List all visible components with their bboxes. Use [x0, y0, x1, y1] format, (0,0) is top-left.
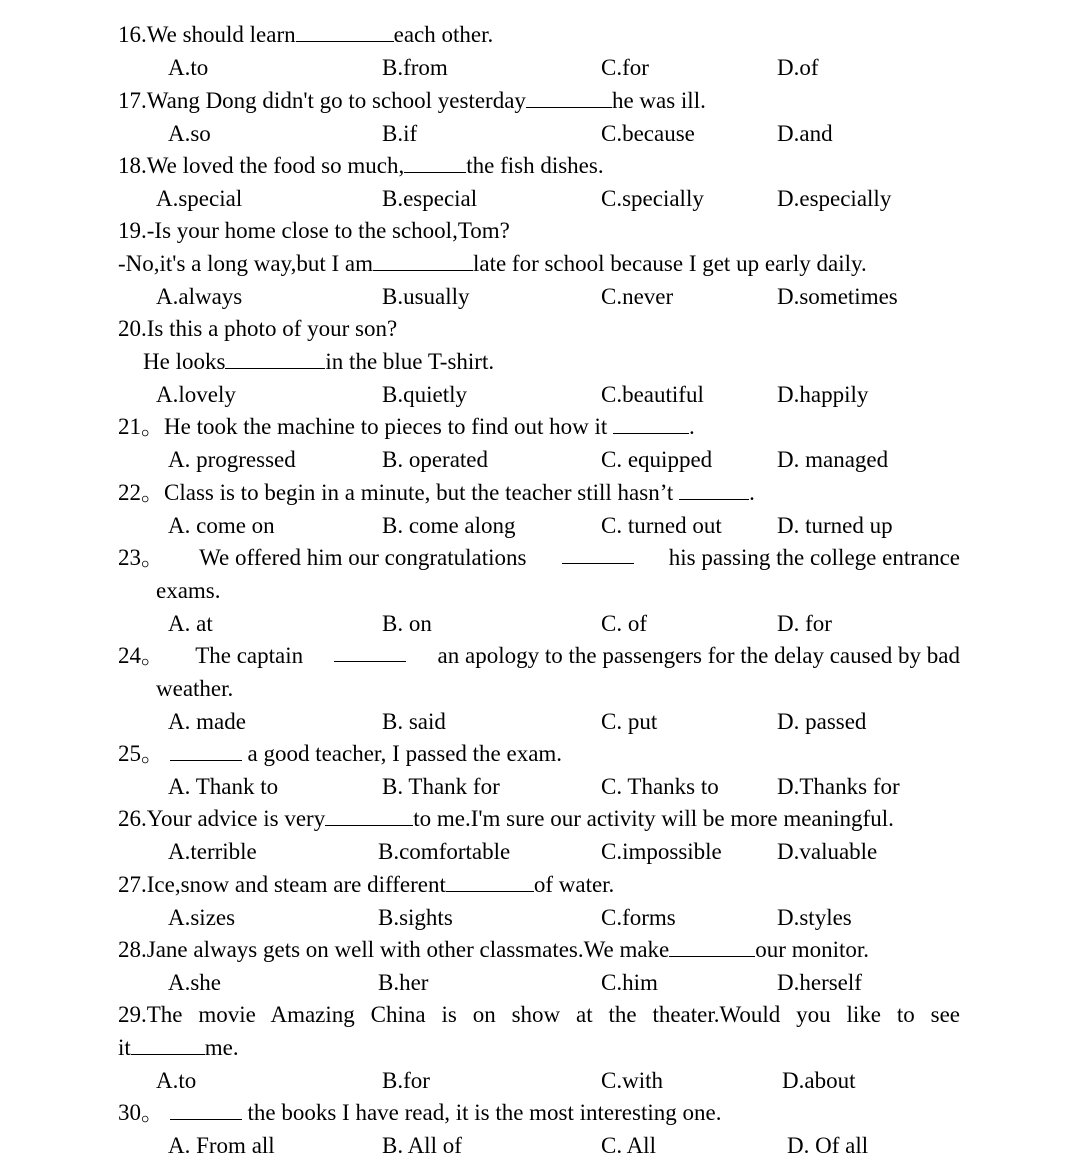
question-28 — [118, 935, 869, 965]
option-d[interactable]: D. Of all — [787, 1133, 869, 1158]
option-d[interactable]: D.of — [777, 55, 819, 80]
question-17 — [118, 86, 706, 116]
option-a[interactable]: A.so — [168, 121, 211, 146]
option-d[interactable]: D.about — [782, 1068, 856, 1093]
answer-blank — [225, 348, 325, 369]
question-25 — [118, 739, 562, 769]
question-21 — [118, 412, 695, 442]
question-number: 21。 — [118, 414, 164, 439]
option-b[interactable]: B.sights — [378, 905, 453, 930]
question-30 — [118, 1098, 721, 1128]
option-a[interactable]: A.lovely — [156, 382, 236, 407]
option-a[interactable]: A. made — [168, 709, 246, 734]
option-c[interactable]: C. put — [601, 709, 658, 734]
option-c[interactable]: C.beautiful — [601, 382, 704, 407]
question-number: 24。 — [118, 643, 164, 668]
option-d[interactable]: D.Thanks for — [777, 774, 900, 799]
option-b[interactable]: B.for — [382, 1068, 430, 1093]
line2-text: it — [118, 1035, 131, 1060]
answer-blank — [446, 871, 534, 892]
question-number: 18. — [118, 153, 147, 178]
option-b[interactable]: B. said — [382, 709, 446, 734]
question-stem: The movie Amazing China is on show at the theater.Would you like to see — [146, 1002, 960, 1027]
question-number: 16. — [118, 22, 147, 47]
option-c[interactable]: C.with — [601, 1068, 663, 1093]
answer-blank — [613, 413, 689, 434]
option-a[interactable]: A.special — [156, 186, 243, 211]
option-d[interactable]: D.especially — [777, 186, 892, 211]
answer-blank — [296, 21, 394, 42]
option-b[interactable]: B.from — [382, 55, 448, 80]
question-23 — [118, 543, 960, 573]
question-stem: He took the machine to pieces to find out how it — [164, 414, 608, 439]
option-a[interactable]: A. From all — [168, 1133, 275, 1158]
question-stem: Jane always gets on well with other classmates.We make — [146, 937, 670, 962]
answer-blank — [669, 936, 755, 957]
question-stem: Class is to begin in a minute, but the teacher still hasn’t — [164, 480, 674, 505]
option-b[interactable]: B.if — [382, 121, 418, 146]
question-stem: -Is your home close to the school,Tom? — [146, 218, 510, 243]
option-b[interactable]: B. All of — [382, 1133, 462, 1158]
option-a[interactable]: A.to — [168, 55, 209, 80]
option-c[interactable]: C.never — [601, 284, 674, 309]
question-number: 20. — [118, 316, 147, 341]
option-a[interactable]: A. progressed — [168, 447, 296, 472]
option-b[interactable]: B.usually — [382, 284, 470, 309]
question-26 — [118, 804, 894, 834]
question-stem: The captain — [195, 643, 304, 668]
question-number: 22。 — [118, 480, 164, 505]
answer-blank — [679, 479, 749, 500]
question-stem: Wang Dong didn't go to school yesterday — [146, 88, 526, 113]
question-24 — [118, 641, 960, 671]
question-27 — [118, 870, 614, 900]
question-18 — [118, 151, 604, 181]
option-b[interactable]: B.comfortable — [378, 839, 511, 864]
answer-blank — [131, 1034, 205, 1055]
line2-text-end: me. — [204, 1035, 239, 1060]
option-a[interactable]: A. at — [168, 611, 213, 636]
option-a[interactable]: A.always — [156, 284, 243, 309]
question-19 — [118, 216, 510, 246]
reply-text: -No,it's a long way,but I am — [118, 251, 373, 276]
question-stem: We loved the food so much, — [146, 153, 405, 178]
option-d[interactable]: D. passed — [777, 709, 867, 734]
option-d[interactable]: D. for — [777, 611, 832, 636]
question-stem: We should learn — [146, 22, 296, 47]
option-a[interactable]: A.terrible — [168, 839, 257, 864]
question-stem-end: an apology to the passengers for the delay caused by bad — [437, 643, 960, 668]
question-number: 30。 — [118, 1100, 164, 1125]
line2-text-end: in the blue T-shirt. — [325, 349, 495, 374]
answer-blank — [170, 1099, 242, 1120]
question-stem-end: each other. — [393, 22, 494, 47]
option-b[interactable]: B.quietly — [382, 382, 467, 407]
question-stem: a good teacher, I passed the exam. — [247, 741, 563, 766]
option-c[interactable]: C. of — [601, 611, 647, 636]
option-b[interactable]: B. come along — [382, 513, 516, 538]
option-c[interactable]: C. equipped — [601, 447, 713, 472]
answer-blank — [526, 87, 612, 108]
option-d[interactable]: D.sometimes — [777, 284, 898, 309]
option-d[interactable]: D.styles — [777, 905, 852, 930]
question-stem-end: . — [689, 414, 695, 439]
option-d[interactable]: D. managed — [777, 447, 889, 472]
question-29-line2 — [118, 1033, 239, 1063]
question-20 — [118, 314, 397, 344]
option-c[interactable]: C.forms — [601, 905, 676, 930]
option-b[interactable]: B. Thank for — [382, 774, 500, 799]
question-stem-end: his passing the college entrance — [668, 545, 960, 570]
option-c[interactable]: C.specially — [601, 186, 704, 211]
option-a[interactable]: A.she — [168, 970, 222, 995]
question-22 — [118, 478, 755, 508]
option-b[interactable]: B.her — [378, 970, 429, 995]
reply-text-end: late for school because I get up early daily. — [472, 251, 867, 276]
question-number: 29. — [118, 1002, 147, 1027]
option-c[interactable]: C. Thanks to — [601, 774, 719, 799]
answer-blank — [325, 805, 413, 826]
option-c[interactable]: C.because — [601, 121, 695, 146]
option-b[interactable]: B. operated — [382, 447, 489, 472]
question-number: 25。 — [118, 741, 164, 766]
question-number: 19. — [118, 218, 147, 243]
question-number: 26. — [118, 806, 147, 831]
question-29 — [118, 1000, 960, 1030]
question-23-cont: exams. — [156, 578, 221, 603]
option-d[interactable]: D.herself — [777, 970, 862, 995]
answer-blank — [404, 152, 466, 173]
answer-blank — [334, 641, 406, 662]
question-stem: the books I have read, it is the most interesting one. — [247, 1100, 722, 1125]
question-stem-end: he was ill. — [611, 88, 706, 113]
question-stem-end: . — [749, 480, 755, 505]
question-stem-end: of water. — [533, 872, 615, 897]
question-20-line2 — [143, 347, 494, 377]
option-d[interactable]: D.valuable — [777, 839, 878, 864]
option-c[interactable]: C. turned out — [601, 513, 722, 538]
question-stem-end: to me.I'm sure our activity will be more meaningful. — [413, 806, 894, 831]
option-a[interactable]: A.sizes — [168, 905, 236, 930]
option-b[interactable]: B.especial — [382, 186, 478, 211]
question-stem: Is this a photo of your son? — [146, 316, 398, 341]
option-d[interactable]: D.happily — [777, 382, 869, 407]
line2-text: He looks — [143, 349, 226, 374]
question-number: 23。 — [118, 545, 164, 570]
question-stem-end: our monitor. — [755, 937, 870, 962]
option-c[interactable]: C. All — [601, 1133, 656, 1158]
option-c[interactable]: C.him — [601, 970, 658, 995]
question-stem: Your advice is very — [146, 806, 326, 831]
question-number: 17. — [118, 88, 147, 113]
option-c[interactable]: C.impossible — [601, 839, 722, 864]
question-stem: We offered him our congratulations — [199, 545, 527, 570]
question-24-cont: weather. — [156, 676, 234, 701]
option-a[interactable]: A.to — [156, 1068, 197, 1093]
question-stem: Ice,snow and steam are different — [146, 872, 446, 897]
answer-blank — [373, 250, 473, 271]
question-16 — [118, 20, 493, 50]
option-a[interactable]: A. come on — [168, 513, 275, 538]
question-stem-end: the fish dishes. — [466, 153, 604, 178]
question-number: 27. — [118, 872, 147, 897]
answer-blank — [562, 543, 634, 564]
option-d[interactable]: D.and — [777, 121, 833, 146]
question-number: 28. — [118, 937, 147, 962]
answer-blank — [170, 740, 242, 761]
option-a[interactable]: A. Thank to — [168, 774, 279, 799]
option-c[interactable]: C.for — [601, 55, 649, 80]
question-19-reply — [118, 249, 867, 279]
option-d[interactable]: D. turned up — [777, 513, 893, 538]
option-b[interactable]: B. on — [382, 611, 432, 636]
